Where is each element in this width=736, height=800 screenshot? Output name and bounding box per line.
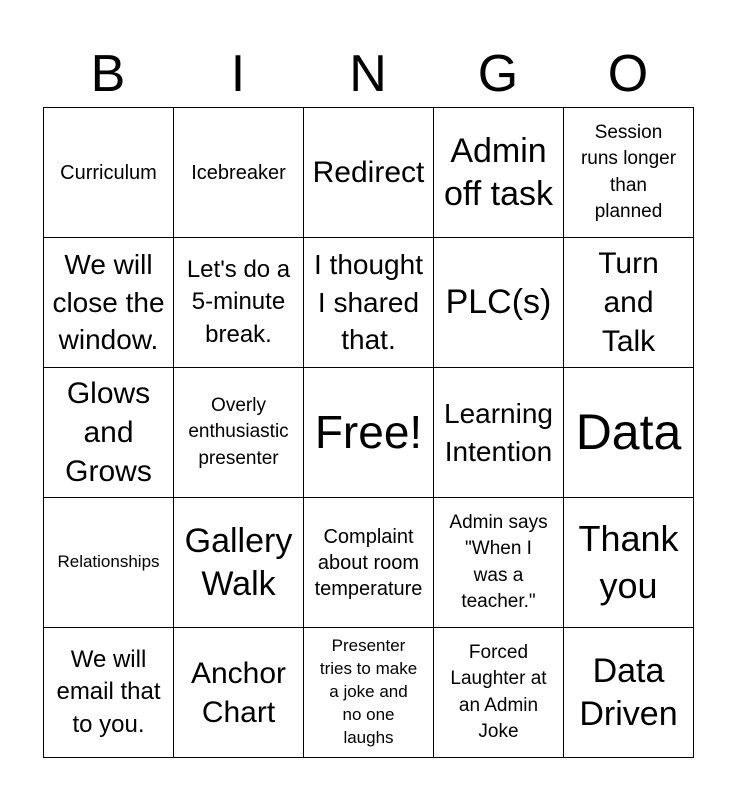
bingo-cell-curriculum[interactable]: Curriculum [44, 108, 174, 238]
bingo-header [43, 44, 693, 104]
bingo-cell-thought-shared[interactable]: I thought I shared that. [304, 238, 434, 368]
bingo-cell-close-window[interactable]: We will close the window. [44, 238, 174, 368]
bingo-cell-anchor-chart[interactable]: Anchor Chart [174, 628, 304, 758]
bingo-cell-presenter-joke[interactable]: Presenter tries to make a joke and no one laughs [304, 628, 434, 758]
bingo-cell-glows-and-grows[interactable]: Glows and Grows [44, 368, 174, 498]
bingo-cell-data-driven[interactable]: Data Driven [564, 628, 694, 758]
bingo-cell-email-that[interactable]: We will email that to you. [44, 628, 174, 758]
bingo-grid [43, 107, 694, 758]
bingo-cell-admin-says-teacher[interactable]: Admin says "When I was a teacher." [434, 498, 564, 628]
bingo-cell-learning-intention[interactable]: Learning Intention [434, 368, 564, 498]
bingo-cell-thank-you[interactable]: Thank you [564, 498, 694, 628]
bingo-cell-redirect[interactable]: Redirect [304, 108, 434, 238]
bingo-cell-relationships[interactable]: Relationships [44, 498, 174, 628]
bingo-cell-plcs[interactable]: PLC(s) [434, 238, 564, 368]
bingo-cell-overly-enthusiastic[interactable]: Overly enthusiastic presenter [174, 368, 304, 498]
bingo-cell-turn-and-talk[interactable]: Turn and Talk [564, 238, 694, 368]
header-letter-b: B [90, 45, 126, 103]
bingo-cell-forced-laughter[interactable]: Forced Laughter at an Admin Joke [434, 628, 564, 758]
bingo-cell-five-minute-break[interactable]: Let's do a 5-minute break. [174, 238, 304, 368]
bingo-cell-free-space[interactable]: Free! [304, 368, 434, 498]
bingo-cell-admin-off-task[interactable]: Admin off task [434, 108, 564, 238]
header-letter-i: I [230, 45, 246, 103]
bingo-cell-session-runs-longer[interactable]: Session runs longer than planned [564, 108, 694, 238]
header-letter-g: G [477, 45, 519, 103]
bingo-cell-gallery-walk[interactable]: Gallery Walk [174, 498, 304, 628]
bingo-cell-icebreaker[interactable]: Icebreaker [174, 108, 304, 238]
bingo-cell-data[interactable]: Data [564, 368, 694, 498]
header-letter-o: O [607, 45, 649, 103]
bingo-cell-complaint-temperature[interactable]: Complaint about room temperature [304, 498, 434, 628]
header-letter-n: N [349, 45, 387, 103]
